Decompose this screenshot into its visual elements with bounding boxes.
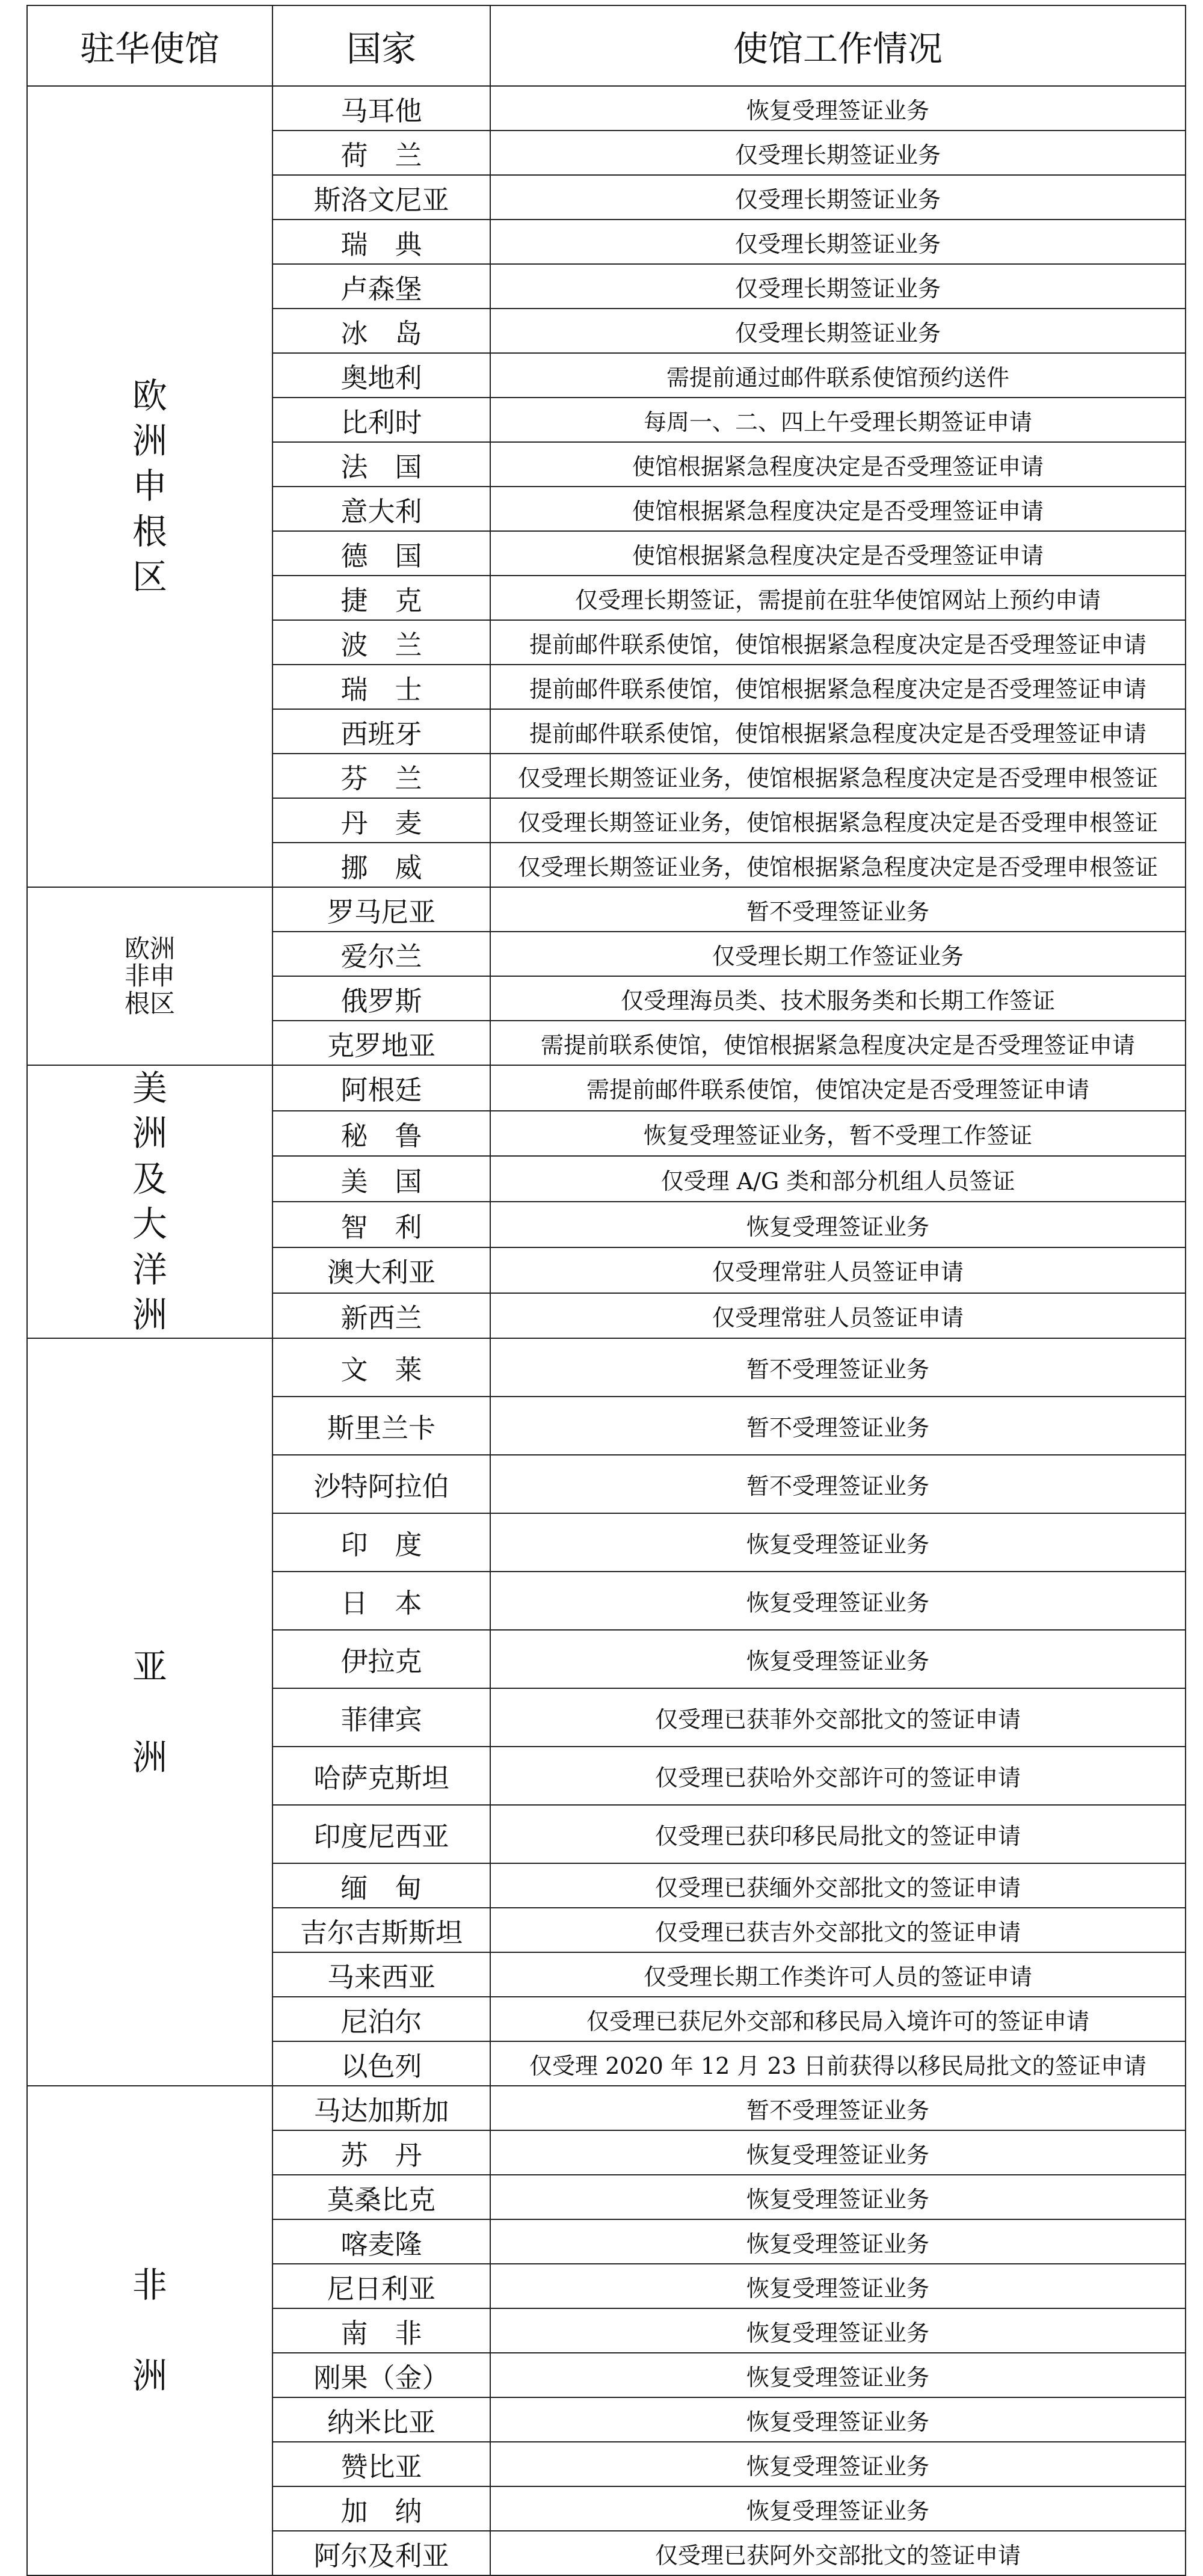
country-cell: 喀麦隆: [272, 2219, 490, 2264]
status-cell: 仅受理长期签证业务: [490, 175, 1186, 220]
status-cell: 仅受理 A/G 类和部分机组人员签证: [490, 1156, 1186, 1202]
country-cell: 比利时: [272, 398, 490, 442]
status-cell: 恢复受理签证业务: [490, 2264, 1186, 2308]
status-cell: 暂不受理签证业务: [490, 1338, 1186, 1397]
country-cell: 美 国: [272, 1156, 490, 1202]
region-label: 亚 洲: [27, 1338, 272, 2086]
header-row: [27, 5, 1186, 86]
status-cell: 使馆根据紧急程度决定是否受理签证申请: [490, 531, 1186, 576]
country-cell: 缅 甸: [272, 1863, 490, 1908]
table-row: [27, 86, 1186, 131]
country-cell: 阿尔及利亚: [272, 2531, 490, 2575]
country-cell: 秘 鲁: [272, 1111, 490, 1157]
country-cell: 伊拉克: [272, 1630, 490, 1688]
country-cell: 新西兰: [272, 1293, 490, 1339]
country-cell: 阿根廷: [272, 1065, 490, 1111]
status-cell: 恢复受理签证业务: [490, 1513, 1186, 1572]
header-embassy: 驻华使馆: [27, 5, 272, 86]
country-cell: 沙特阿拉伯: [272, 1455, 490, 1513]
status-cell: 仅受理长期工作类许可人员的签证申请: [490, 1952, 1186, 1997]
country-cell: 西班牙: [272, 709, 490, 754]
status-cell: 仅受理常驻人员签证申请: [490, 1293, 1186, 1339]
status-cell: 暂不受理签证业务: [490, 2086, 1186, 2130]
country-cell: 罗马尼亚: [272, 887, 490, 932]
status-cell: 仅受理已获尼外交部和移民局入境许可的签证申请: [490, 1997, 1186, 2041]
region-label: 欧 洲 申 根 区: [27, 86, 272, 887]
country-cell: 瑞 典: [272, 220, 490, 264]
country-cell: 菲律宾: [272, 1688, 490, 1747]
region-label: 欧洲 非申 根区: [27, 887, 272, 1065]
country-cell: 刚果（金）: [272, 2353, 490, 2397]
country-cell: 意大利: [272, 487, 490, 531]
status-cell: 恢复受理签证业务: [490, 2486, 1186, 2531]
table-row: [27, 887, 1186, 932]
status-cell: 恢复受理签证业务: [490, 2353, 1186, 2397]
status-cell: 提前邮件联系使馆，使馆根据紧急程度决定是否受理签证申请: [490, 665, 1186, 709]
status-cell: 仅受理长期工作签证业务: [490, 932, 1186, 976]
table-row: [27, 1338, 1186, 1397]
status-cell: 恢复受理签证业务: [490, 2130, 1186, 2175]
country-cell: 瑞 士: [272, 665, 490, 709]
country-cell: 澳大利亚: [272, 1247, 490, 1293]
country-cell: 莫桑比克: [272, 2175, 490, 2219]
status-cell: 仅受理 2020 年 12 月 23 日前获得以移民局批文的签证申请: [490, 2041, 1186, 2086]
status-cell: 仅受理长期签证业务: [490, 131, 1186, 175]
status-cell: 恢复受理签证业务: [490, 1630, 1186, 1688]
embassy-status-table: [26, 5, 1186, 2576]
country-cell: 爱尔兰: [272, 932, 490, 976]
header-status: 使馆工作情况: [490, 5, 1186, 86]
status-cell: 恢复受理签证业务: [490, 2175, 1186, 2219]
status-cell: 仅受理常驻人员签证申请: [490, 1247, 1186, 1293]
status-cell: 恢复受理签证业务: [490, 2219, 1186, 2264]
country-cell: 加 纳: [272, 2486, 490, 2531]
status-cell: 仅受理已获哈外交部许可的签证申请: [490, 1747, 1186, 1805]
status-cell: 提前邮件联系使馆，使馆根据紧急程度决定是否受理签证申请: [490, 620, 1186, 665]
country-cell: 荷 兰: [272, 131, 490, 175]
country-cell: 芬 兰: [272, 754, 490, 798]
status-cell: 仅受理已获印移民局批文的签证申请: [490, 1805, 1186, 1863]
country-cell: 纳米比亚: [272, 2397, 490, 2442]
table-row: [27, 1065, 1186, 1111]
status-cell: 需提前邮件联系使馆，使馆决定是否受理签证申请: [490, 1065, 1186, 1111]
status-cell: 恢复受理签证业务: [490, 2397, 1186, 2442]
country-cell: 智 利: [272, 1202, 490, 1247]
country-cell: 克罗地亚: [272, 1021, 490, 1065]
table-row: [27, 2086, 1186, 2130]
country-cell: 尼日利亚: [272, 2264, 490, 2308]
header-country: 国家: [272, 5, 490, 86]
status-cell: 恢复受理签证业务: [490, 2442, 1186, 2486]
status-cell: 仅受理长期签证业务: [490, 309, 1186, 353]
status-cell: 恢复受理签证业务，暂不受理工作签证: [490, 1111, 1186, 1157]
status-cell: 需提前通过邮件联系使馆预约送件: [490, 353, 1186, 398]
status-cell: 需提前联系使馆，使馆根据紧急程度决定是否受理签证申请: [490, 1021, 1186, 1065]
status-cell: 暂不受理签证业务: [490, 887, 1186, 932]
country-cell: 斯里兰卡: [272, 1397, 490, 1455]
country-cell: 德 国: [272, 531, 490, 576]
status-cell: 仅受理长期签证业务: [490, 264, 1186, 309]
status-cell: 仅受理已获吉外交部批文的签证申请: [490, 1908, 1186, 1952]
status-cell: 使馆根据紧急程度决定是否受理签证申请: [490, 487, 1186, 531]
country-cell: 哈萨克斯坦: [272, 1747, 490, 1805]
status-cell: 每周一、二、四上午受理长期签证申请: [490, 398, 1186, 442]
status-cell: 仅受理已获缅外交部批文的签证申请: [490, 1863, 1186, 1908]
country-cell: 印 度: [272, 1513, 490, 1572]
country-cell: 奥地利: [272, 353, 490, 398]
country-cell: 法 国: [272, 442, 490, 487]
country-cell: 马耳他: [272, 86, 490, 131]
country-cell: 吉尔吉斯斯坦: [272, 1908, 490, 1952]
region-label: 美 洲 及 大 洋 洲: [27, 1065, 272, 1338]
country-cell: 卢森堡: [272, 264, 490, 309]
table-body: [27, 86, 1186, 2575]
region-label: 非 洲: [27, 2086, 272, 2575]
country-cell: 尼泊尔: [272, 1997, 490, 2041]
country-cell: 马来西亚: [272, 1952, 490, 1997]
country-cell: 日 本: [272, 1572, 490, 1630]
country-cell: 苏 丹: [272, 2130, 490, 2175]
status-cell: 暂不受理签证业务: [490, 1397, 1186, 1455]
country-cell: 文 莱: [272, 1338, 490, 1397]
status-cell: 仅受理海员类、技术服务类和长期工作签证: [490, 976, 1186, 1021]
status-cell: 恢复受理签证业务: [490, 2308, 1186, 2353]
status-cell: 仅受理长期签证，需提前在驻华使馆网站上预约申请: [490, 576, 1186, 620]
country-cell: 俄罗斯: [272, 976, 490, 1021]
status-cell: 提前邮件联系使馆，使馆根据紧急程度决定是否受理签证申请: [490, 709, 1186, 754]
status-cell: 使馆根据紧急程度决定是否受理签证申请: [490, 442, 1186, 487]
country-cell: 捷 克: [272, 576, 490, 620]
country-cell: 马达加斯加: [272, 2086, 490, 2130]
country-cell: 南 非: [272, 2308, 490, 2353]
country-cell: 赞比亚: [272, 2442, 490, 2486]
country-cell: 冰 岛: [272, 309, 490, 353]
status-cell: 恢复受理签证业务: [490, 86, 1186, 131]
country-cell: 挪 威: [272, 843, 490, 887]
status-cell: 仅受理已获阿外交部批文的签证申请: [490, 2531, 1186, 2575]
status-cell: 仅受理长期签证业务: [490, 220, 1186, 264]
status-cell: 恢复受理签证业务: [490, 1202, 1186, 1247]
status-cell: 仅受理长期签证业务，使馆根据紧急程度决定是否受理申根签证: [490, 843, 1186, 887]
status-cell: 暂不受理签证业务: [490, 1455, 1186, 1513]
status-cell: 仅受理已获菲外交部批文的签证申请: [490, 1688, 1186, 1747]
status-cell: 恢复受理签证业务: [490, 1572, 1186, 1630]
country-cell: 丹 麦: [272, 798, 490, 843]
country-cell: 波 兰: [272, 620, 490, 665]
country-cell: 斯洛文尼亚: [272, 175, 490, 220]
status-cell: 仅受理长期签证业务，使馆根据紧急程度决定是否受理申根签证: [490, 754, 1186, 798]
country-cell: 印度尼西亚: [272, 1805, 490, 1863]
country-cell: 以色列: [272, 2041, 490, 2086]
status-cell: 仅受理长期签证业务，使馆根据紧急程度决定是否受理申根签证: [490, 798, 1186, 843]
